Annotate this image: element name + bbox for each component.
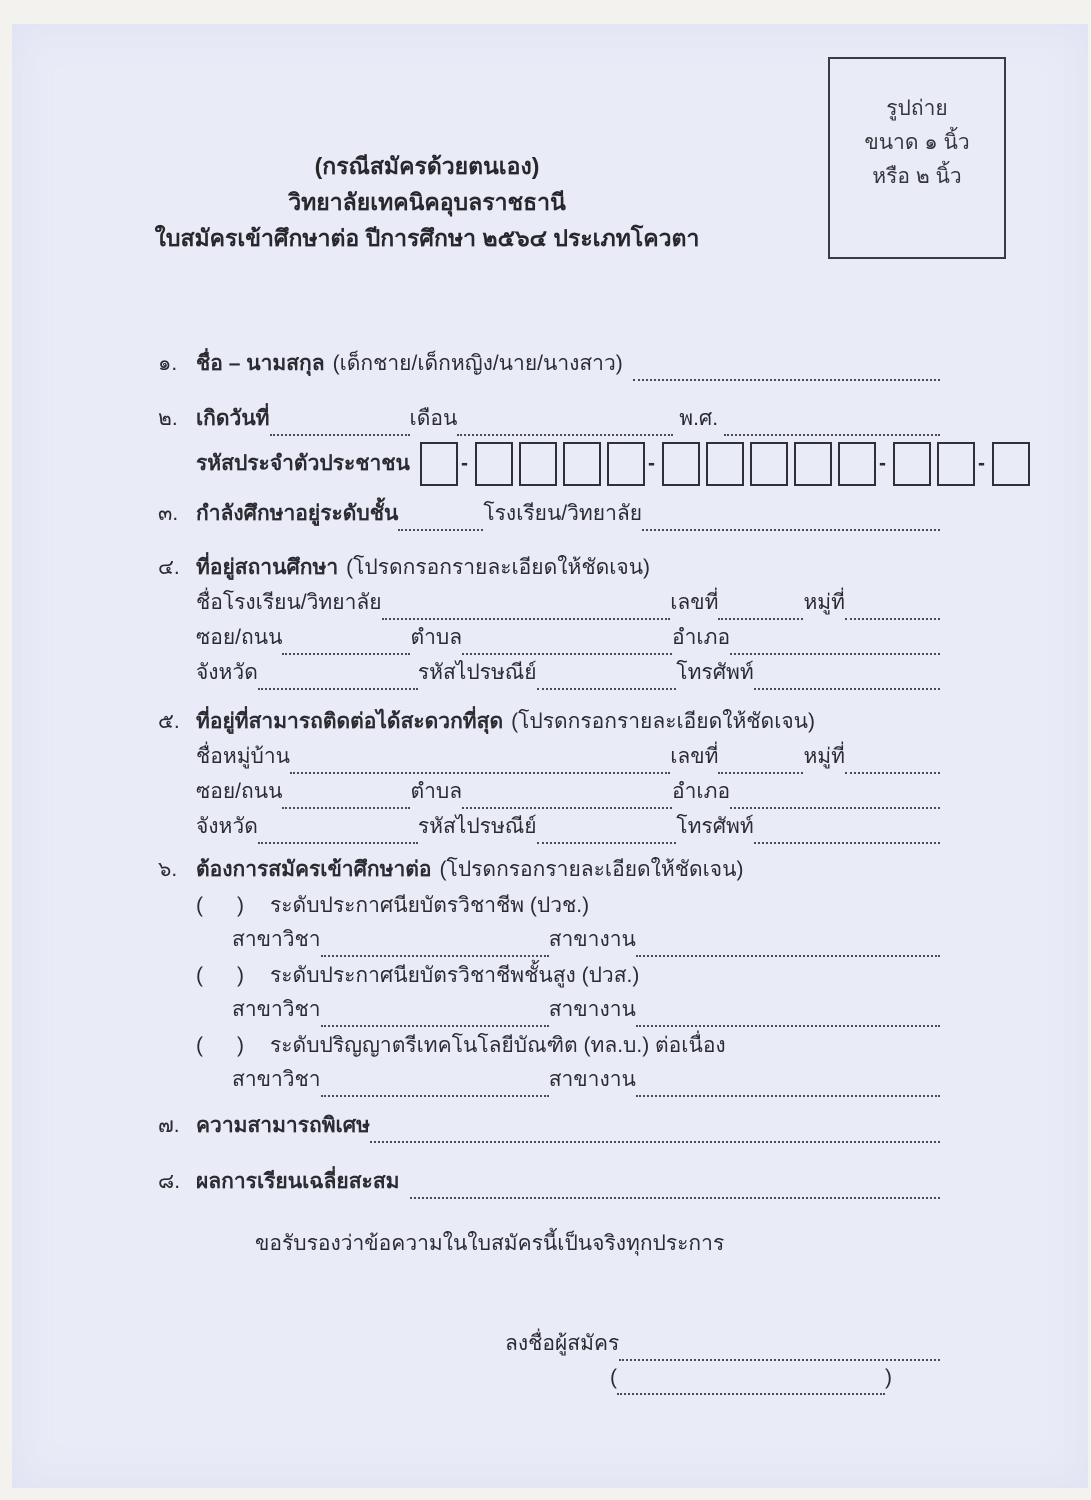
high-voc-cert-branch-line [232, 993, 940, 1027]
id-dash: - [879, 452, 886, 475]
id-digit-box[interactable] [563, 442, 601, 486]
village-name-label: ชื่อหมู่บ้าน [196, 745, 291, 768]
id-digit-box[interactable] [937, 442, 975, 486]
contact-postcode-field[interactable] [537, 818, 677, 844]
item1-title-options: (เด็กชาย/เด็กหญิง/นาย/นางสาว) [332, 352, 623, 375]
id-digit-box[interactable] [893, 442, 931, 486]
paren-close: ) [237, 894, 244, 917]
school-college-label: โรงเรียน/วิทยาลัย [483, 502, 643, 525]
id-digit-box[interactable] [750, 442, 788, 486]
item-contact-address [158, 704, 940, 739]
item7-label: ความสามารถพิเศษ [196, 1114, 370, 1137]
current-school-field[interactable] [642, 505, 940, 531]
signature-label: ลงชื่อผู้สมัคร [505, 1332, 620, 1355]
contact-address-line2 [196, 774, 940, 809]
id-dash: - [978, 452, 985, 475]
contact-amphoe-label: อำเภอ [672, 780, 731, 803]
bachelor-work-field[interactable] [636, 1071, 940, 1097]
item4-label: ที่อยู่สถานศึกษา [196, 556, 339, 579]
contact-phone-label: โทรศัพท์ [676, 815, 754, 838]
id-digit-box[interactable] [519, 442, 557, 486]
school-phone-label: โทรศัพท์ [676, 661, 754, 684]
school-moo-label: หมู่ที่ [803, 591, 845, 614]
item4-hint: (โปรดกรอกรายละเอียดให้ชัดเจน) [346, 556, 651, 579]
work-label: สาขางาน [548, 998, 636, 1021]
item4-number: ๔. [158, 556, 180, 579]
contact-address-line3 [196, 809, 940, 844]
application-form-page [12, 24, 1088, 1488]
bachelor-branch-line [232, 1063, 940, 1097]
id-digit-box[interactable] [662, 442, 700, 486]
contact-province-field[interactable] [258, 818, 418, 844]
school-tambon-label: ตำบล [410, 626, 463, 649]
major-label: สาขาวิชา [232, 1068, 321, 1091]
education-level-field[interactable] [398, 505, 483, 531]
voc-cert-work-field[interactable] [636, 931, 940, 957]
citizen-id-label: รหัสประจำตัวประชาชน [196, 452, 410, 475]
photo-box-line3: หรือ ๒ นิ้ว [872, 165, 962, 188]
item2-label: เกิดวันที่ [196, 407, 270, 430]
name-field[interactable] [633, 355, 940, 381]
applicant-signature-field[interactable] [619, 1335, 940, 1361]
contact-moo-field[interactable] [845, 748, 940, 774]
form-body [158, 346, 985, 1395]
school-address-line2 [196, 620, 940, 655]
paren-close: ) [237, 1034, 244, 1057]
bachelor-checkbox[interactable] [196, 1029, 270, 1063]
school-soi-label: ซอย/ถนน [196, 626, 283, 649]
level-option-voc-cert [196, 889, 940, 923]
school-phone-field[interactable] [754, 664, 940, 690]
paren-open: ( [196, 1034, 203, 1057]
item5-hint: (โปรดกรอกรายละเอียดให้ชัดเจน) [511, 710, 816, 733]
school-tambon-field[interactable] [462, 629, 672, 655]
item8-label: ผลการเรียนเฉลี่ยสะสม [196, 1170, 400, 1193]
high-voc-cert-major-field[interactable] [321, 1001, 549, 1027]
level-option-bachelor [196, 1029, 940, 1063]
form-title: ใบสมัครเข้าศึกษาต่อ ปีการศึกษา ๒๕๖๔ ประเภทโควตา [154, 225, 700, 251]
voc-cert-checkbox[interactable] [196, 889, 270, 923]
item5-number: ๕. [158, 710, 180, 733]
item-special-ability [158, 1108, 940, 1143]
school-houseno-field[interactable] [718, 594, 803, 620]
item2-number: ๒. [158, 407, 178, 430]
high-voc-cert-label: ระดับประกาศนียบัตรวิชาชีพชั้นสูง (ปวส.) [270, 964, 640, 987]
year-label: พ.ศ. [679, 407, 719, 430]
school-amphoe-field[interactable] [730, 629, 940, 655]
college-name: วิทยาลัยเทคนิคอุบลราชธานี [288, 189, 566, 215]
item-apply-level [158, 852, 940, 887]
school-postcode-label: รหัสไปรษณีย์ [417, 661, 537, 684]
signature-line [505, 1327, 940, 1361]
birth-month-field[interactable] [457, 410, 673, 436]
bachelor-major-field[interactable] [321, 1071, 549, 1097]
birth-year-field[interactable] [724, 410, 940, 436]
high-voc-cert-checkbox[interactable] [196, 959, 270, 993]
school-soi-field[interactable] [282, 629, 410, 655]
signature-name-line [610, 1361, 940, 1395]
form-header [12, 148, 842, 256]
level-option-high-voc-cert [196, 959, 940, 993]
item-school-address [158, 550, 940, 585]
item3-number: ๓. [158, 502, 179, 525]
photo-box [828, 57, 1006, 259]
item-birthdate [158, 401, 940, 436]
school-name-field[interactable] [382, 594, 671, 620]
item8-number: ๘. [158, 1170, 181, 1193]
id-digit-box[interactable] [706, 442, 744, 486]
voc-cert-branch-line [232, 923, 940, 957]
contact-tambon-field[interactable] [462, 783, 672, 809]
id-dash: - [461, 452, 468, 475]
bachelor-label: ระดับปริญญาตรีเทคโนโลยีบัณฑิต (ทล.บ.) ต่อเนื่อง [270, 1034, 726, 1057]
item1-number: ๑. [158, 352, 178, 375]
school-address-line3 [196, 655, 940, 690]
contact-province-label: จังหวัด [196, 815, 258, 838]
month-label: เดือน [409, 407, 458, 430]
school-houseno-label: เลขที่ [670, 591, 719, 614]
item-current-level [158, 496, 940, 531]
item6-hint: (โปรดกรอกรายละเอียดให้ชัดเจน) [439, 858, 744, 881]
photo-box-line2: ขนาด ๑ นิ้ว [864, 131, 970, 154]
paren-open: ( [196, 894, 203, 917]
item-gpa [158, 1164, 940, 1199]
signature-block [505, 1327, 940, 1395]
paren-close: ) [885, 1366, 892, 1389]
id-digit-box[interactable] [794, 442, 832, 486]
id-digit-box[interactable] [475, 442, 513, 486]
item1-label: ชื่อ – นามสกุล [196, 352, 325, 375]
high-voc-cert-work-field[interactable] [636, 1001, 940, 1027]
id-digit-box[interactable] [420, 442, 458, 486]
id-digit-box[interactable] [838, 442, 876, 486]
contact-address-line1 [196, 739, 940, 774]
contact-postcode-label: รหัสไปรษณีย์ [417, 815, 537, 838]
paren-open: ( [196, 964, 203, 987]
item3-label: กำลังศึกษาอยู่ระดับชั้น [196, 502, 399, 525]
village-name-field[interactable] [290, 748, 670, 774]
item7-number: ๗. [158, 1114, 180, 1137]
id-dash: - [648, 452, 655, 475]
contact-phone-field[interactable] [754, 818, 940, 844]
certification-statement: ขอรับรองว่าข้อความในใบสมัครนี้เป็นจริงทุกประการ [255, 1232, 725, 1255]
citizen-id-boxes [420, 442, 1030, 486]
contact-houseno-label: เลขที่ [670, 745, 719, 768]
voc-cert-major-field[interactable] [321, 931, 549, 957]
item-name-surname [158, 346, 940, 381]
header-note: (กรณีสมัครด้วยตนเอง) [314, 153, 540, 179]
school-moo-field[interactable] [845, 594, 940, 620]
school-province-label: จังหวัด [196, 661, 258, 684]
contact-soi-field[interactable] [282, 783, 410, 809]
birth-day-field[interactable] [270, 410, 410, 436]
school-name-label: ชื่อโรงเรียน/วิทยาลัย [196, 591, 382, 614]
gpa-field[interactable] [410, 1173, 941, 1199]
school-postcode-field[interactable] [537, 664, 677, 690]
contact-soi-label: ซอย/ถนน [196, 780, 283, 803]
contact-moo-label: หมู่ที่ [803, 745, 845, 768]
voc-cert-label: ระดับประกาศนียบัตรวิชาชีพ (ปวช.) [270, 894, 590, 917]
special-ability-field[interactable] [370, 1117, 940, 1143]
item6-label: ต้องการสมัครเข้าศึกษาต่อ [196, 858, 432, 881]
school-province-field[interactable] [258, 664, 418, 690]
paren-open: ( [610, 1366, 617, 1389]
item6-number: ๖. [158, 858, 178, 881]
applicant-name-field[interactable] [617, 1369, 885, 1395]
work-label: สาขางาน [548, 1068, 636, 1091]
id-digit-box[interactable] [992, 442, 1030, 486]
id-digit-box[interactable] [607, 442, 645, 486]
photo-box-line1: รูปถ่าย [886, 97, 948, 120]
school-amphoe-label: อำเภอ [672, 626, 731, 649]
contact-tambon-label: ตำบล [410, 780, 463, 803]
major-label: สาขาวิชา [232, 928, 321, 951]
work-label: สาขางาน [548, 928, 636, 951]
school-address-line1 [196, 585, 940, 620]
item5-label: ที่อยู่ที่สามารถติดต่อได้สะดวกที่สุด [196, 710, 504, 733]
contact-amphoe-field[interactable] [730, 783, 940, 809]
paren-close: ) [237, 964, 244, 987]
major-label: สาขาวิชา [232, 998, 321, 1021]
contact-houseno-field[interactable] [718, 748, 803, 774]
citizen-id-row [158, 440, 985, 488]
